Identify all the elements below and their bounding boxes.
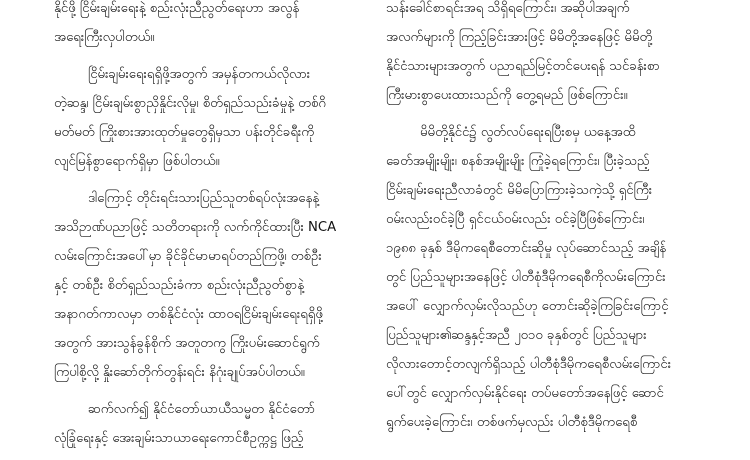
- text-line: လိုလားတောင့်တလျက်ရှိသည့် ပါတီစုံဒီမိုကရေစီလမ်းကြောင်း: [386, 357, 672, 372]
- right-text-column: [386, 0, 698, 445]
- paragraph-continuation: [54, 0, 366, 52]
- text-line: ငြိမ်းချမ်းရေးညီလာခံတွင် မိမိပြောကြားခဲ့သကဲ့သို့ ရှင်ကြီး: [386, 183, 653, 198]
- text-line: ၁၉၈၈ ခုနှစ် ဒီမိုကရေစီတောင်းဆိုမှု လုပ်ဆောင်သည့် အချိန်: [386, 241, 667, 256]
- text-line: ကြီးမားစွာပေးထားသည်ကို တွေ့ရမည် ဖြစ်ကြောင်း။: [386, 88, 628, 103]
- text-line: လျင်မြန်စွာရောက်ရှိမှာ ဖြစ်ပါတယ်။: [54, 154, 220, 169]
- paragraph-census: [386, 0, 698, 110]
- text-line: အတွက် အားသွန်ခွန်စိုက် အတူတကွ ကြိုးပမ်းဆောင်ရွက်: [54, 336, 320, 351]
- text-line: အလက်များကို ကြည့်ခြင်းအားဖြင့် မိမိတို့အနေဖြင့် မိမိတို့: [386, 30, 653, 45]
- text-line: အနာဂတ်ကာလမှာ တစ်နိုင်ငံလုံး ထာဝရငြိမ်းချမ်းရေးရရှိဖို့: [54, 307, 323, 322]
- text-line: နိုင်ငံသားများအတွက် ပညာရည်မြင့်တင်ပေးရန် သင်ခန်းစာ: [386, 59, 660, 74]
- text-line: ပေါ်တွင် လျှောက်လှမ်းနိုင်ရေး တပ်မတော်အနေဖြင့် ဆောင်: [386, 386, 664, 401]
- paragraph-independence-history: [386, 118, 698, 437]
- paragraph-peace-desire: [54, 60, 366, 176]
- text-line: မတ်မတ် ကြိုးစားအားထုတ်မှုတွေရှိမှသာ ပန်းတိုင်ခရီးကို: [54, 125, 315, 140]
- text-line: အရေးကြီးလှပါတယ်။: [54, 30, 155, 45]
- text-line: ခေတ်အမျိုးမျိုး၊ စနစ်အမျိုးမျိုး ကြုံခဲ့ရကြောင်း၊ ပြီးခဲ့သည့်: [386, 154, 650, 169]
- paragraph-nca-call: [54, 184, 366, 387]
- paragraph-acting-president: [54, 395, 366, 453]
- text-line: ကြပါစို့လို့ နှိုးဆော်တိုက်တွန်းရင်း နိဂုံးချုပ်အပ်ပါတယ်။: [54, 365, 305, 380]
- text-line: ဒါကြောင့် တိုင်းရင်းသားပြည်သူတစ်ရပ်လုံးအနေနဲ့: [88, 191, 320, 206]
- text-line: နှင့် တစ်ဦး စိတ်ရှည်သည်းခံကာ စည်းလုံးညီညွတ်စွာနဲ့: [54, 278, 305, 293]
- text-line: ပြည်သူများ၏ဆန္ဒနှင့်အညီ ၂၀၁၀ ခုနှစ်တွင် ပြည်သူများ: [386, 328, 647, 343]
- text-line: ဝမ်းလည်းဝင်ခဲ့ပြီ ရှင်ငယ်ဝမ်းလည်း ဝင်ခဲ့ပြီဖြစ်ကြောင်း၊: [386, 212, 645, 227]
- text-line: မိမိတို့နိုင်ငံ၌ လွတ်လပ်ရေးရပြီးစမှ ယနေ့အထိ: [420, 125, 636, 140]
- text-line: လမ်းကြောင်းအပေါ်မှာ ခိုင်ခိုင်မာမာရပ်တည်ကြဖို့၊ တစ်ဦး: [54, 249, 322, 264]
- left-text-column: [54, 0, 366, 460]
- text-line: လုံခြုံရေးနှင့် အေးချမ်းသာယာရေးကောင်စီဥက္ကဋ္ဌ ဖြည့်: [54, 431, 304, 446]
- text-line: သန်းခေါင်စာရင်းအရ သိရှိရကြောင်း၊ အဆိုပါအချက်: [386, 1, 630, 16]
- text-line: တွင် ပြည်သူများအနေဖြင့် ပါတီစုံဒီမိုကရေစီကိုလမ်းကြောင်း: [386, 270, 666, 285]
- text-line: ငြိမ်းချမ်းရေးရရှိဖို့အတွက် အမှန်တကယ်လိုလား: [88, 67, 311, 82]
- text-line: အပေါ် လျှောက်လှမ်းလိုသည်ဟု တောင်းဆိုခဲ့ကြခြင်းကြောင့်: [386, 299, 669, 314]
- text-line: တဲ့ဆန္ဒ၊ ငြိမ်းချမ်းစွာညှိနှိုင်းလိုမှု၊ စိတ်ရှည်သည်းခံမှုနဲ့ တစ်ဂိ: [54, 96, 326, 111]
- text-line: နိုင်ဖို့ ငြိမ်းချမ်းရေးနဲ့ စည်းလုံးညီညွတ်ရေးဟာ အလွန်: [54, 1, 300, 16]
- text-line: ရွက်ပေးခဲ့ကြောင်း၊ တစ်ဖက်မှလည်း ပါတီစုံဒီမိုကရေစီ: [386, 415, 638, 430]
- text-line: ဆက်လက်၍ နိုင်ငံတော်ယာယီသမ္မတ နိုင်ငံတော်: [88, 402, 316, 417]
- text-line: အသိဉာဏ်ပညာဖြင့် သတိတရားကို လက်ကိုင်ထားပြီး NCA: [54, 220, 337, 235]
